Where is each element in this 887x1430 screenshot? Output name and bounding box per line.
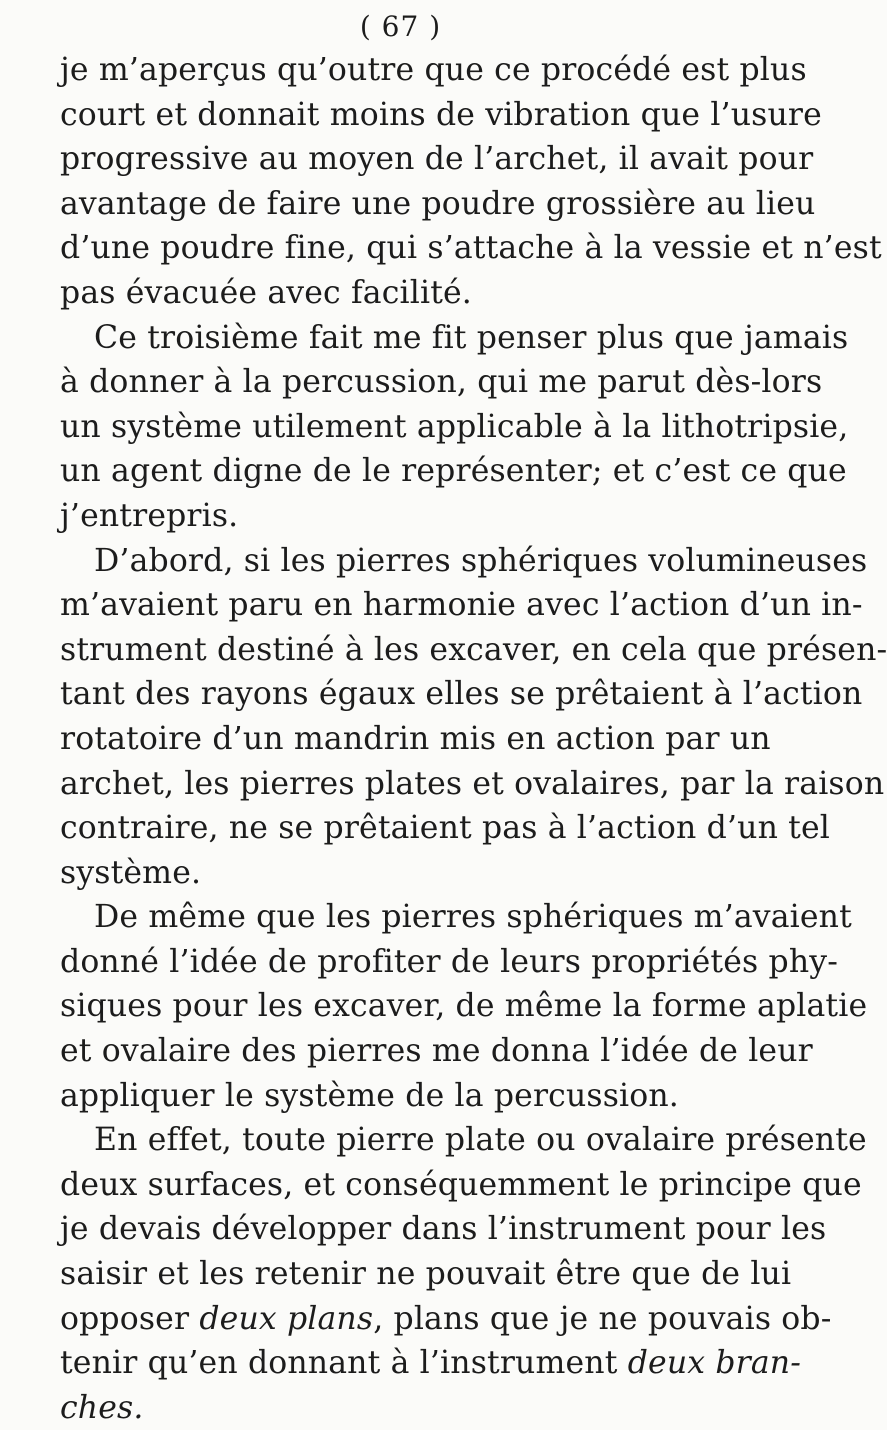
text-line: un système utilement applicable à la lithotripsie, xyxy=(60,408,849,445)
text-line xyxy=(60,1297,832,1342)
text-line: court et donnait moins de vibration que l’usure xyxy=(60,96,822,133)
text-line: donné l’idée de profiter de leurs propriétés phy- xyxy=(60,943,838,980)
text-line: rotatoire d’un mandrin mis en action par un xyxy=(60,720,771,757)
text-line: siques pour les excaver, de même la forme aplatie xyxy=(60,988,868,1025)
text-line: De même que les pierres sphériques m’avaient xyxy=(94,899,852,936)
text-line: strument destiné à les excaver, en cela que présen- xyxy=(60,631,887,668)
text-line: j’entrepris. xyxy=(60,497,239,534)
text-run: , plans que je ne pouvais ob- xyxy=(373,1300,832,1337)
paragraph-3 xyxy=(60,539,887,896)
paragraph-1 xyxy=(60,48,882,316)
text-line: pas évacuée avec facilité. xyxy=(60,274,472,311)
text-line: je devais développer dans l’instrument pour les xyxy=(60,1211,827,1248)
body-text xyxy=(60,48,887,1430)
text-line: progressive au moyen de l’archet, il avait pour xyxy=(60,141,814,178)
text-line: d’une poudre fine, qui s’attache à la vessie et n’est xyxy=(60,230,882,267)
text-line xyxy=(60,1386,766,1430)
text-line: En effet, toute pierre plate ou ovalaire présente xyxy=(94,1122,867,1159)
text-line: système. xyxy=(60,854,202,891)
text-line: un agent digne de le représenter; et c’est ce que xyxy=(60,453,847,490)
italic-text: deux plans xyxy=(199,1300,374,1337)
text-run: opposer xyxy=(60,1300,200,1337)
text-line: et ovalaire des pierres me donna l’idée de leur xyxy=(60,1033,813,1070)
page-number: ( 67 ) xyxy=(359,10,442,43)
text-line: deux surfaces, et conséquemment le principe que xyxy=(60,1166,862,1203)
text-line: avantage de faire une poudre grossière au lieu xyxy=(60,185,816,222)
text-run: tenir qu’en donnant à l’instrument xyxy=(60,1345,628,1382)
text-line: saisir et les retenir ne pouvait être que de lui xyxy=(60,1256,792,1293)
text-line: contraire, ne se prêtaient pas à l’action d’un tel xyxy=(60,810,830,847)
paragraph-4 xyxy=(60,895,868,1118)
text-line xyxy=(60,1341,802,1386)
paragraph-5 xyxy=(60,1118,867,1430)
paragraph-2 xyxy=(60,316,849,539)
text-line: m’avaient paru en harmonie avec l’action d’un in- xyxy=(60,587,863,624)
text-line: Ce troisième fait me fit penser plus que jamais xyxy=(94,319,849,356)
text-line: D’abord, si les pierres sphériques volumineuses xyxy=(94,542,868,579)
text-line: je m’aperçus qu’outre que ce procédé est plus xyxy=(60,52,807,88)
text-line: tant des rayons égaux elles se prêtaient à l’action xyxy=(60,676,863,713)
italic-text: deux bran- xyxy=(627,1345,802,1382)
text-line: archet, les pierres plates et ovalaires, par la raison xyxy=(60,765,885,802)
italic-text: ches. xyxy=(60,1389,144,1426)
text-line: appliquer le système de la percussion. xyxy=(60,1077,679,1114)
text-line: à donner à la percussion, qui me parut dès-lors xyxy=(60,364,823,401)
